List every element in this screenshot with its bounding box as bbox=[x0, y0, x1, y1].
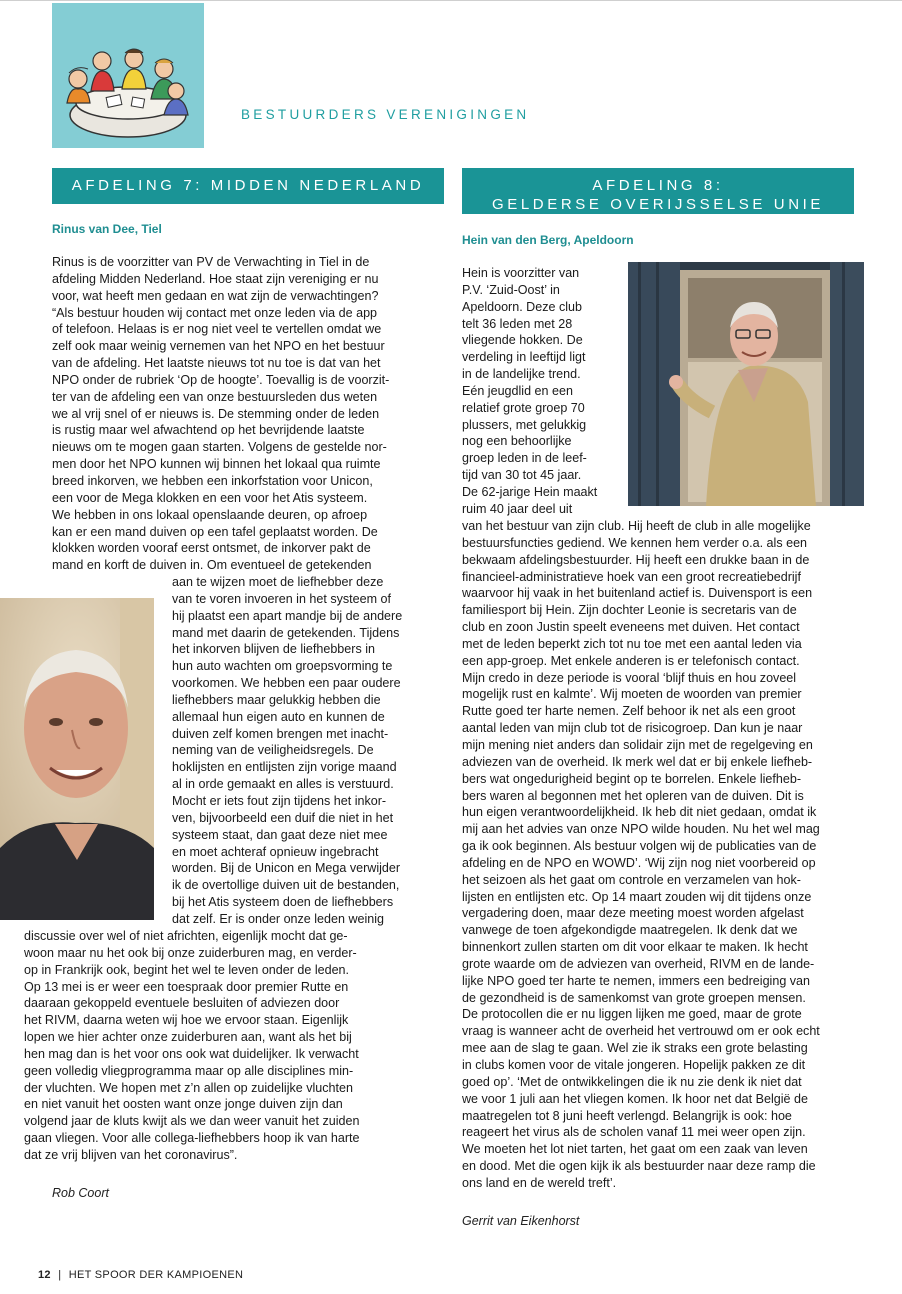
text-line: men door het NPO kunnen wij binnen het lokaal qua ruimte bbox=[52, 457, 381, 472]
text-line: vliegende hokken. De bbox=[462, 333, 583, 348]
text-line: afdeling Midden Nederland. Hoe staat zijn vereniging er nu bbox=[52, 271, 379, 286]
text-line: ven, bijvoorbeeld een duif die niet in het bbox=[172, 810, 394, 825]
text-line: De 62-jarige Hein maakt bbox=[462, 484, 598, 499]
text-line: Mijn credo in deze periode is vooral ‘blijf thuis en hou zoveel bbox=[462, 670, 797, 685]
page-footer bbox=[38, 1269, 243, 1281]
text-line: bestuursfuncties gediend. We kennen hem verder o.a. als een bbox=[462, 535, 808, 550]
text-line: nieuws om te mogen gaan starten. Volgens de gestelde nor- bbox=[52, 440, 387, 455]
right-author: Hein van den Berg, Apeldoorn bbox=[462, 233, 634, 247]
text-line: we voor 1 juli aan het vliegen komen. Ik hoor net dat België de bbox=[462, 1091, 808, 1106]
text-line: bij het Atis systeem doen de liefhebbers bbox=[172, 895, 394, 910]
text-line: en niet vanuit het oosten want onze jonge duiven zijn dan bbox=[24, 1097, 343, 1112]
text-line: Eén jeugdlid en een bbox=[462, 383, 573, 398]
text-line: lopen we hier achter onze zuiderburen aan, want als het bij bbox=[24, 1030, 352, 1045]
text-line: zelf ook maar weinig vernemen van het NPO en het bestuur bbox=[52, 339, 385, 354]
text-line: plussers, met gelukkig bbox=[462, 417, 587, 432]
left-body-top bbox=[52, 254, 389, 574]
text-line: in clubs komen voor de vitale jongeren. Hopelijk pakken ze dit bbox=[462, 1058, 806, 1072]
text-line: Hein is voorzitter van bbox=[462, 266, 580, 280]
text-line: woon maar nu het ook bij onze zuiderburen mag, en verder- bbox=[24, 945, 357, 960]
text-line: mand met daarin de getekenden. Tijdens bbox=[172, 625, 400, 640]
text-line: We hebben in ons lokaal openslaande deuren, op afroep bbox=[52, 507, 368, 522]
text-line: neming van de veiligheidsregels. De bbox=[172, 743, 374, 758]
text-line: hij plaatst een apart mandje bij de andere bbox=[172, 608, 403, 623]
text-line: waarvoor hij vaak in het buitenland actief is. Duivensport is een bbox=[462, 586, 813, 601]
text-line: verdeling in leeftijd ligt bbox=[462, 350, 586, 365]
text-line: De protocollen die er nu liggen lijken me goed, maar de grote bbox=[462, 1007, 802, 1022]
text-line: en dood. Met die ogen kijk ik als bestuurder naar deze ramp die bbox=[462, 1159, 816, 1174]
text-line: maatregelen tot 8 juni heeft verlengd. Belangrijk is ook: hoe bbox=[462, 1108, 792, 1123]
text-line: hoklijsten en entlijsten zijn vorige maand bbox=[172, 760, 397, 775]
text-line: gaan vliegen. Voor alle collega-liefhebbers hoop ik van harte bbox=[24, 1131, 360, 1146]
text-line: “Als bestuur houden wij contact met onze leden via de app bbox=[52, 305, 378, 320]
text-line: aantal leden van mijn club tot de risicogroep. Dan kun je naar bbox=[462, 721, 803, 736]
section-logo-illustration bbox=[52, 3, 204, 148]
text-line: volgend jaar de kluts kwijt als we dan weer vanuit het zuiden bbox=[24, 1114, 360, 1129]
right-body-full bbox=[462, 518, 820, 1192]
text-line: het seizoen als het gaat om controle en verzamelen van hok- bbox=[462, 872, 801, 887]
text-line: reageert het virus als de scholen vanaf 11 mei weer open zijn. bbox=[462, 1125, 806, 1140]
text-line: ga ik ook beginnen. Als bestuur volgen wij de publicaties van de bbox=[462, 839, 817, 854]
text-line: vanwege de toen afgekondigde maatregelen. Ik denk dat we bbox=[462, 923, 798, 938]
text-line: adviezen van de overheid. Ik merk wel dat er bij enkele liefheb- bbox=[462, 754, 813, 769]
text-line: grote waarde om de adviezen van overheid, RIVM en de lande- bbox=[462, 956, 815, 971]
left-signature: Rob Coort bbox=[52, 1186, 109, 1200]
text-line: daaraan gekoppeld eventuele besluiten of adviezen door bbox=[24, 996, 340, 1011]
right-banner-line2: GELDERSE OVERIJSSELSE UNIE bbox=[491, 196, 824, 213]
text-line: dat zelf. Er is onder onze leden weinig bbox=[172, 911, 385, 926]
text-line: mand en korft de duiven in. Om eventueel de getekenden bbox=[52, 558, 372, 573]
text-line: hun auto wachten om groepsvorming te bbox=[172, 659, 393, 674]
text-line: Rinus is de voorzitter van PV de Verwachting in Tiel in de bbox=[52, 255, 370, 269]
right-signature: Gerrit van Eikenhorst bbox=[462, 1214, 580, 1228]
text-line: vraag is wanneer acht de overheid het vertrouwd om er ook echt bbox=[462, 1024, 820, 1039]
text-line: duiven zelf komen brengen met inacht- bbox=[172, 726, 389, 741]
text-line: Apeldoorn. Deze club bbox=[462, 299, 582, 314]
text-line: we al vrij snel of er nieuws is. De stemming onder de leden bbox=[52, 406, 380, 421]
section-label: BESTUURDERS VERENIGINGEN bbox=[241, 107, 530, 122]
text-line: kan er een mand duiven op een tafel geplaatst worden. De bbox=[52, 524, 378, 539]
text-line: NPO onder de rubriek ‘Op de hoogte’. Toevallig is de voorzit- bbox=[52, 372, 390, 387]
left-banner: AFDELING 7: MIDDEN NEDERLAND bbox=[52, 168, 444, 204]
text-line: Op 13 mei is er weer een toespraak door premier Rutte en bbox=[24, 979, 349, 994]
text-line: geen volledig vliegprogramma maar op alle disciplines min- bbox=[24, 1063, 354, 1078]
text-line: familiesport bij Hein. Zijn dochter Leonie is secretaris van de bbox=[462, 603, 797, 618]
left-body-wrap bbox=[172, 574, 402, 928]
text-line: bers wat ongedurigheid begint op te borrelen. Enkele liefheb- bbox=[462, 771, 801, 786]
text-line: met de leden beperkt zich tot nu toe met een aantal leden via bbox=[462, 636, 802, 651]
publication-name: HET SPOOR DER KAMPIOENEN bbox=[68, 1269, 244, 1281]
text-line: klokken worden vooraf eerst ontsmet, de inkorver pakt de bbox=[52, 541, 371, 556]
footer-separator: | bbox=[58, 1269, 62, 1281]
text-line: mogelijk rust en kalmte’. Wij moeten de woorden van premier bbox=[462, 687, 802, 702]
text-line: ons land en de wereld treft’. bbox=[462, 1175, 617, 1190]
text-line: relatief grote groep 70 bbox=[462, 400, 585, 415]
text-line: op in Frankrijk ook, begint het wel te leven onder de leden. bbox=[24, 962, 350, 977]
text-line: al in orde gemaakt en alles is verstuurd. bbox=[172, 777, 394, 792]
text-line: van te voren invoeren in het systeem of bbox=[172, 591, 391, 606]
text-line: groep leden in de leef- bbox=[462, 451, 587, 466]
text-line: een voor de Mega klokken en een voor het Atis systeem. bbox=[52, 490, 368, 505]
text-line: van de afdeling. Het laatste nieuws tot nu toe is dat van het bbox=[52, 356, 381, 371]
text-line: dat ze vrij blijven van het coronavirus”. bbox=[24, 1147, 238, 1162]
portrait-rinus-van-dee bbox=[0, 598, 154, 920]
text-line: mijn mening niet anders dan solidair zijn met de regelgeving en bbox=[462, 737, 813, 752]
text-line: mij aan het advies van onze NPO wilde houden. Nu het wel mag bbox=[462, 822, 820, 837]
text-line: goed op’. ‘Met de ontwikkelingen die ik nu zie denk ik niet dat bbox=[462, 1074, 802, 1089]
text-line: voorkomen. We hebben een paar oudere bbox=[172, 676, 401, 691]
text-line: financieel-administratieve hoek van een groot recreatiebedrijf bbox=[462, 569, 801, 584]
text-line: der vluchten. We hopen met z’n allen op zuidelijke vluchten bbox=[24, 1080, 353, 1095]
text-line: de gezondheid is de samenkomst van grote groepen mensen. bbox=[462, 990, 806, 1005]
text-line: allemaal hun eigen auto en kunnen de bbox=[172, 709, 385, 724]
text-line: binnenkort zullen starten om dit voor elkaar te maken. Ik hecht bbox=[462, 940, 808, 955]
top-rule bbox=[0, 0, 902, 1]
text-line: en moet achteraf opnieuw ingebracht bbox=[172, 844, 379, 859]
right-banner bbox=[462, 168, 854, 214]
text-line: telt 36 leden met 28 bbox=[462, 316, 573, 331]
left-body-bottom bbox=[24, 928, 360, 1164]
text-line: van het bestuur van zijn club. Hij heeft de club in alle mogelijke bbox=[462, 519, 811, 533]
text-line: afdeling en de NPO en WOWD’. ‘Wij zijn nog niet voorbereid op bbox=[462, 855, 816, 870]
portrait-hein-van-den-berg bbox=[628, 262, 864, 506]
text-line: bers waren al begonnen met het opleren van de duiven. Dit is bbox=[462, 788, 804, 803]
text-line: nog een behoorlijke bbox=[462, 434, 572, 449]
text-line: aan te wijzen moet de liefhebber deze bbox=[172, 575, 384, 589]
page-number: 12 bbox=[38, 1269, 51, 1281]
text-line: discussie over wel of niet africhten, eigenlijk mocht dat ge- bbox=[24, 929, 348, 943]
right-banner-line1: AFDELING 8: bbox=[592, 177, 724, 194]
text-line: lijsten en entlijsten etc. Op 14 maart zouden wij dit tijdens onze bbox=[462, 889, 812, 904]
text-line: bekwaam afdelingsbestuurder. Hij heeft een drukke baan in de bbox=[462, 552, 810, 567]
text-line: systeem staat, dan gaat deze niet mee bbox=[172, 827, 388, 842]
text-line: een app-groep. Met enkele anderen is er telefonisch contact. bbox=[462, 653, 800, 668]
text-line: P.V. ‘Zuid-Oost’ in bbox=[462, 282, 560, 297]
text-line: hun eigen verantwoordelijkheid. Ik heb dit niet gedaan, omdat ik bbox=[462, 805, 817, 820]
text-line: worden. Bij de Unicon en Mega verwijder bbox=[172, 861, 401, 876]
text-line: tijd van 30 tot 45 jaar. bbox=[462, 468, 582, 483]
text-line: of telefoon. Helaas is er nog niet veel te vertellen omdat we bbox=[52, 322, 382, 337]
text-line: lijke NPO goed ter harte te nemen, immers een bedreiging van bbox=[462, 973, 811, 988]
text-line: breed inkorven, we hebben een inkorfstation voor Unicon, bbox=[52, 473, 373, 488]
text-line: is rustig maar wel afwachtend op het bevrijdende laatste bbox=[52, 423, 365, 438]
text-line: het inkorven blijven de liefhebbers in bbox=[172, 642, 375, 657]
text-line: hen mag dan is het voor ons ook wat duidelijker. Ik verwacht bbox=[24, 1046, 359, 1061]
text-line: ter van de afdeling een van onze bestuursleden dus weten bbox=[52, 389, 378, 404]
text-line: ik de overtollige duiven uit de bestanden, bbox=[172, 878, 400, 893]
right-body-wrap bbox=[462, 265, 597, 518]
text-line: ruim 40 jaar deel uit bbox=[462, 501, 573, 516]
text-line: Mocht er iets fout zijn tijdens het inkor- bbox=[172, 793, 387, 808]
text-line: We moeten het lot niet tarten, het gaat om een zaak van leven bbox=[462, 1142, 808, 1157]
text-line: club en zoon Justin speelt eveneens met duiven. Het contact bbox=[462, 620, 800, 635]
left-author: Rinus van Dee, Tiel bbox=[52, 222, 162, 236]
text-line: in de landelijke trend. bbox=[462, 367, 581, 382]
text-line: mee aan de slag te gaan. Wel zie ik straks een grote belasting bbox=[462, 1041, 808, 1056]
text-line: vergadering doen, maar deze meeting moest worden afgelast bbox=[462, 906, 804, 921]
text-line: liefhebbers maar gelukkig hebben die bbox=[172, 692, 381, 707]
text-line: voor, wat heeft men gedaan en wat zijn de verwachtingen? bbox=[52, 288, 379, 303]
text-line: het RIVM, daarna weten wij hoe we ervoor staan. Eigenlijk bbox=[24, 1013, 349, 1028]
text-line: Rutte goed ter harte nemen. Zelf behoor ik net als een groot bbox=[462, 704, 796, 719]
